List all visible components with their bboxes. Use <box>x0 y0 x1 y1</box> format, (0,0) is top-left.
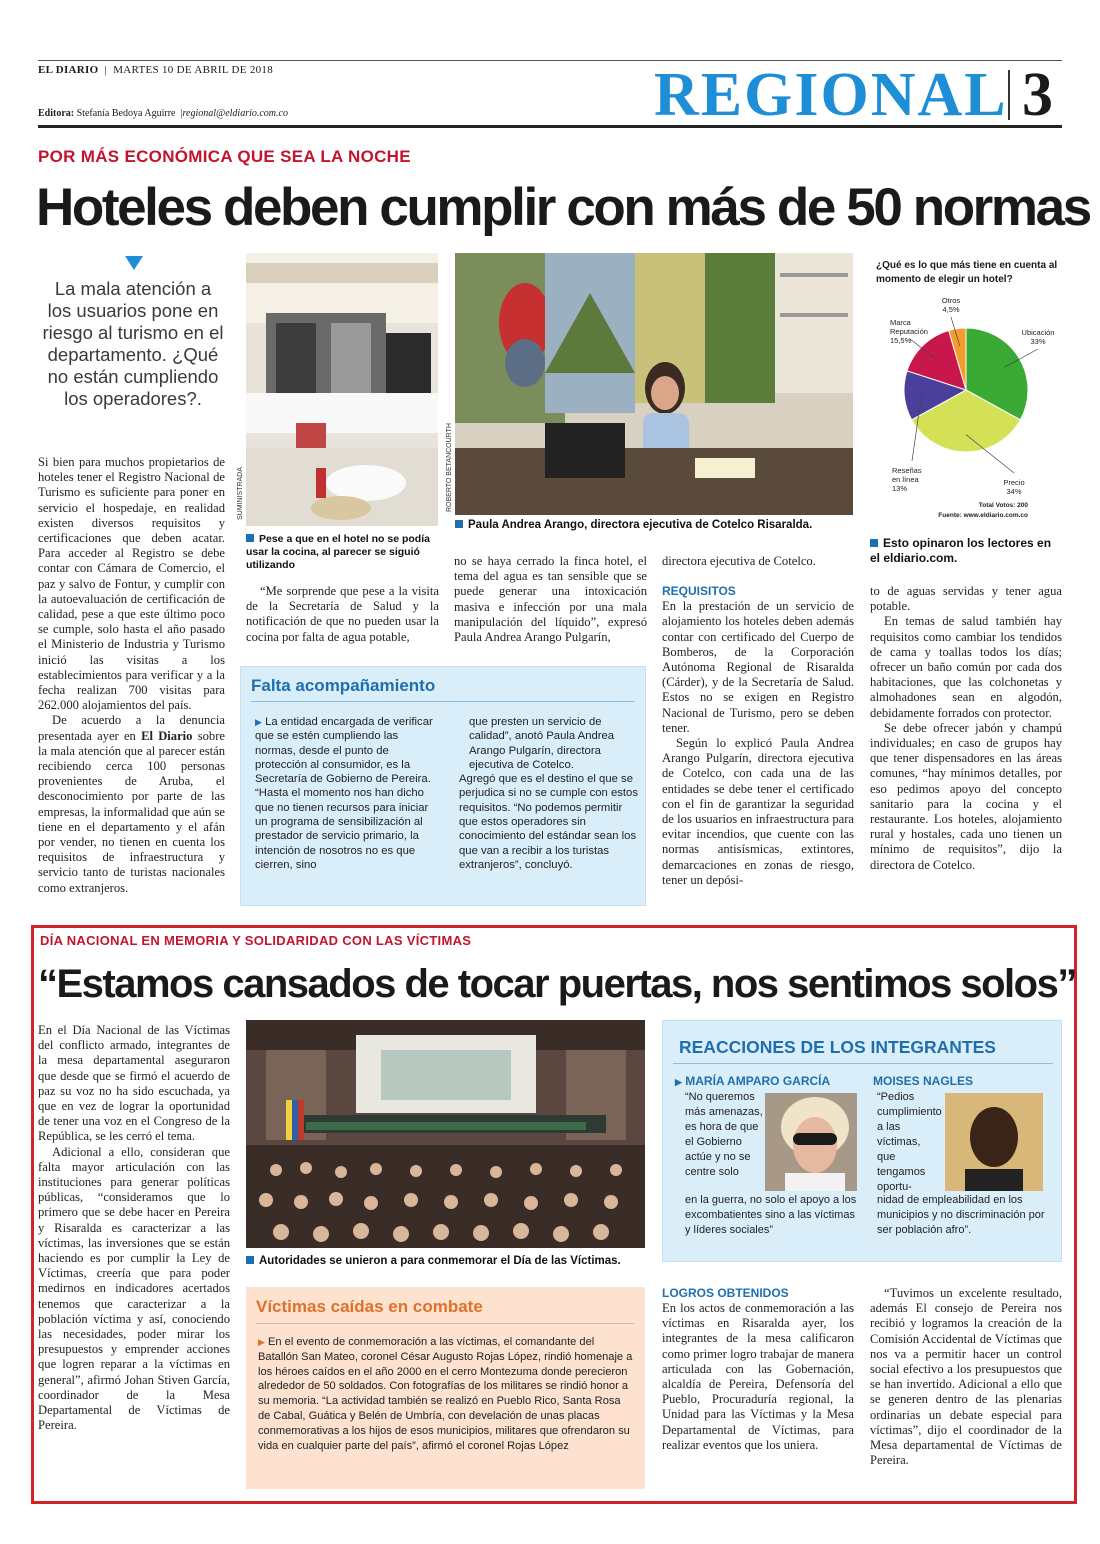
requisitos-subhead: REQUISITOS <box>662 584 736 599</box>
paragraph: “Me sorprende que pese a la visita de la Secretaría de Salud y la notificación de que no pueden usar la cocina por falta de agua potable, <box>246 584 439 644</box>
paragraph: “Tuvimos un excelente resultado, además El consejo de Pereira nos recibió y logramos la creación de la Comisión Accidental de Víctimas que nos va a permitir hacer un control social efectivo a los presupuestos que se han invertido. Adicional a ello que se generen dentro de las plenarias ordinarias un debate especial para víctimas”, dijo el coordinador de la Mesa departamental de Víctimas de Pereira. <box>870 1286 1062 1468</box>
header-rule <box>38 125 1062 128</box>
falta-box-col2: que presten un servicio de calidad”, anotó Paula Andrea Arango Pulgarín, directora ejecutiva de Cotelco. Agregó que es el destino el que se perjudica si no se cumple con estos requisitos. “No podemos permitir que estos operadores sin conocimiento del estándar sean los que van a recibir a los turistas extranjeros”, concluyó. <box>459 716 638 871</box>
chart-total: Total Votos: 200 <box>978 502 1028 509</box>
pie-category-label: Ubicación <box>1021 328 1055 337</box>
director-photo <box>455 253 853 515</box>
editor-email: regional@eldiario.com.co <box>182 108 288 119</box>
article2-headline: “Estamos cansados de tocar puertas, nos sentimos solos” <box>38 962 1076 1006</box>
paragraph: En el Día Nacional de las Víctimas del conflicto armado, integrantes de la mesa departamental aseguraron que desde que se firmó el acuerdo de paz su voz no ha sido escuchada, ya que en vez de lograr la oportunidad de tener una voz en el Congreso de la República, se les cerró el tema. <box>38 1023 230 1144</box>
victimas-box-text: ▶ En el evento de conmemoración a las víctimas, el comandante del Batallón San Mateo, coronel César Augusto Rojas López, rindió homenaje a los héroes caídos en el año 2000 en el cerro Montezuma donde perecieron alrededor de 50 soldados. Con fotografías de los militares se rindió honor a su memoria. “La actividad también se realizó en Pueblo Rico, Santa Rosa de Cabal, Guática y Belén de Umbría, con develación de unas placas conmemorativas a los hijos de esos municipios, militares que ofrendaron su vida en cualquier parte del país”, afirmó el coronel Rojas López <box>258 1336 633 1452</box>
auditorium-illustration <box>246 1020 645 1248</box>
caption-square-icon <box>246 1256 254 1264</box>
article1-col4 <box>662 554 854 888</box>
article1-col1 <box>38 455 225 896</box>
pie-chart <box>868 295 1064 530</box>
victimas-box <box>246 1287 645 1489</box>
kitchen-illustration <box>246 253 438 526</box>
photo1-credit: SUMINISTRADA <box>237 467 244 520</box>
photo2-credit: ROBERTO BETANCOURTH <box>446 423 453 512</box>
reactions-title: REACCIONES DE LOS INTEGRANTES <box>679 1037 996 1057</box>
caption-square-icon <box>455 520 463 528</box>
falta-box <box>240 666 646 906</box>
paragraph: De acuerdo a la denuncia presentada ayer en El Diario sobre la mala atención que al parecer están recibiendo cerca 100 personas provenientes de Aruba, el desconocimiento por parte de las empresas, la informalidad que aún se tiene en el departamento y el afán por vender, no tienen en cuenta los requisitos de infraestructura y servicio tanto de turistas nacionales como extranjeros. <box>38 713 225 895</box>
paragraph: Se debe ofrecer jabón y champú individuales; en caso de grupos hay que tener dispensadores en las áreas comunes, “hay mínimos detalles, por eso pedimos apoyo del concepto sanitario para la cocina y el restaurante. Los hoteles, alojamiento rural y hostales, cada uno tienen un mínimo de requisitos”, dijo la directora de Cotelco. <box>870 720 1062 872</box>
reactions-box <box>662 1020 1062 1262</box>
article2-kicker: DÍA NACIONAL EN MEMORIA Y SOLIDARIDAD CON LAS VÍCTIMAS <box>40 933 472 948</box>
paragraph: to de aguas servidas y tener agua potable. <box>870 584 1062 614</box>
masthead-line: EL DIARIO | MARTES 10 DE ABRIL DE 2018 <box>38 64 274 76</box>
bullet-triangle-icon: ▶ <box>255 717 262 727</box>
page-number: 3 <box>1022 61 1053 129</box>
article2-col3 <box>662 1301 854 1453</box>
article2-col1 <box>38 1023 230 1433</box>
paper-name: EL DIARIO <box>38 64 99 76</box>
reaction2-portrait <box>945 1093 1043 1191</box>
paragraph: En los actos de conmemoración a las víctimas en Risaralda ayer, los integrantes de la mesa calificaron como primer logro trabajar de manera articulada con las Gobernación, alcaldía de Pereira, Defensoría del Pueblo, Procuraduría regional, la Unidad para las Víctimas y la Mesa Departamental de Víctimas, para realizar eventos que los uniera. <box>662 1301 854 1452</box>
pie-category-label: en línea <box>892 475 919 484</box>
article1-headline: Hoteles deben cumplir con más de 50 normas <box>36 178 1090 237</box>
article1-col3 <box>454 554 647 645</box>
article1-lead: La mala atención a los usuarios pone en riesgo al turismo en el departamento. ¿Qué no están cumpliendo los operadores?. <box>42 278 224 409</box>
paragraph: no se haya cerrado la finca hotel, el tema del agua es tan sensible que se puede generar una intoxicación masiva e infección por una mala manipulación del líquido”, expresó Paula Andrea Arango Pulgarín, <box>454 554 647 645</box>
pie-category-label: Precio <box>1003 478 1025 487</box>
article1-kicker: POR MÁS ECONÓMICA QUE SEA LA NOCHE <box>38 147 411 166</box>
chart-caption: Esto opinaron los lectores en el eldiario.com. <box>870 536 1052 565</box>
kitchen-photo <box>246 253 438 526</box>
paragraph: En la prestación de un servicio de alojamiento los hoteles deben además contar con certificado del Cuerpo de Bomberos, de la Corporación Autónoma Regional de Risaralda (Cárder), y de la Secretaría de Salud. Estos no se exigen en Registro Nacional de Turismo, pero se deben tener. <box>662 599 854 735</box>
photo2-caption: Paula Andrea Arango, directora ejecutiva de Cotelco Risaralda. <box>455 518 855 532</box>
lead-arrow-icon <box>125 256 143 270</box>
photo3-credit: CORTESÍA <box>254 1204 261 1240</box>
reaction2-quote-bottom: nidad de empleabilidad en los municipios y no discriminación por ser población afro”. <box>877 1194 1045 1236</box>
reaction2-name: MOISES NAGLES <box>873 1074 974 1088</box>
paragraph: directora ejecutiva de Cotelco. <box>662 554 816 568</box>
pie-category-label: Marca <box>890 318 911 327</box>
reaction1-quote-bottom: en la guerra, no solo el apoyo a los excombatientes sino a las víctimas y líderes sociales” <box>685 1194 857 1236</box>
paragraph: Según lo explicó Paula Andrea Arango Pulgarín, directora ejecutiva de Cotelco, con cada una de las entidades se debe tener el certificado con el fin de garantizar la seguridad de los usuarios en infraestructura para evitar incendios, que cuente con las normas antisísmicas, extintores, demarcaciones en zonas de riesgo, tener un depósi- <box>662 736 854 887</box>
pie-value-label: 4,5% <box>942 305 960 314</box>
photo1-caption: Pese a que en el hotel no se podía usar la cocina, al parecer se siguió utilizando <box>246 533 430 571</box>
paragraph: En temas de salud también hay requisitos como cambiar los tendidos de cama y toallas todos los días; ofrecer un baño común por cada dos habitaciones, que las colchonetas y almohadones sean en algodón, debidamente forrados con protector. <box>870 614 1062 720</box>
caption-square-icon <box>246 534 254 542</box>
auditorium-photo <box>246 1020 645 1248</box>
editor-label: Editora: <box>38 108 75 119</box>
reactions-rule <box>673 1063 1053 1064</box>
pie-value-label: 33% <box>1030 337 1046 346</box>
editor-line: Editora: Stefanía Bedoya Aguirre |regional@eldiario.com.co <box>38 108 288 119</box>
office-illustration <box>455 253 853 515</box>
section-divider <box>1008 70 1010 120</box>
pie-category-label: Reputación <box>890 327 928 336</box>
falta-box-title: Falta acompañamiento <box>251 676 436 695</box>
woman-portrait-illustration <box>765 1093 857 1191</box>
reaction1-name: ▶ MARÍA AMPARO GARCÍA <box>675 1074 831 1088</box>
pie-category-label: Reseñas <box>892 466 922 475</box>
victimas-box-rule <box>256 1323 634 1324</box>
section-title: REGIONAL <box>654 61 1008 129</box>
caption-square-icon <box>870 539 878 547</box>
bullet-triangle-icon: ▶ <box>258 1337 265 1347</box>
reaction1-portrait <box>765 1093 857 1191</box>
reaction2-quote-top: “Pedios cumplimiento a las víctimas, que tengamos oportu- <box>877 1091 942 1193</box>
pie-value-label: 13% <box>892 484 908 493</box>
falta-box-rule <box>251 701 635 702</box>
article2-col4 <box>870 1286 1062 1468</box>
victimas-box-title: Víctimas caídas en combate <box>256 1297 483 1316</box>
pie-value-label: 15,5% <box>890 336 912 345</box>
article1-col5 <box>870 584 1062 873</box>
pie-value-label: 34% <box>1006 487 1022 496</box>
issue-date: MARTES 10 DE ABRIL DE 2018 <box>113 64 274 76</box>
paragraph: Adicional a ello, consideran que falta mayor articulación con las instituciones para generar políticas públicas, “consideramos que lo primero que se debe hacer en Pereira y Risaralda es caracterizar a las víctimas, las inversiones que se están haciendo es por cumplir la Ley de Víctimas, creería que para poder medirnos en indicadores acertados tenemos que caracterizar a la población víctima y así, conociendo las necesidades, poder mirar los presupuestos y emprender acciones que logren reparar a la víctimas en general”, afirmó Johan Stiven García, coordinador de la Mesa Departamental de Víctimas de Pereira. <box>38 1144 230 1433</box>
logros-subhead: LOGROS OBTENIDOS <box>662 1286 789 1300</box>
paragraph: Si bien para muchos propietarios de hoteles tener el Registro Nacional de Turismo es suficiente para poner en servicio el hospedaje, en realidad existen diversos requisitos y certificaciones que deben acatar. Para acceder al Registro se debe contar con Cámara de Comercio, el paz y salvo de Fontur, y cumplir con la autoevaluación de certificación de calidad, pese a que este último poco se cumple, solo hasta el año pasado el Ministerio de Industria y Turismo inició las visitas a los establecimientos para verificar y a la fecha realizan 700 visitas para 262.000 alojamientos del país. <box>38 455 225 713</box>
photo3-caption: Autoridades se unieron a para conmemorar el Día de las Víctimas. <box>246 1254 646 1268</box>
pie-category-label: Otros <box>941 296 961 305</box>
editor-name: Stefanía Bedoya Aguirre <box>76 108 176 119</box>
chart-source: Fuente: www.eldiario.com.co <box>938 512 1028 519</box>
reaction1-quote-top: “No queremos más amenazas, es hora de que el Gobierno actúe y no se centre solo <box>685 1091 763 1178</box>
article1-col2 <box>246 584 439 645</box>
man-portrait-illustration <box>945 1093 1043 1191</box>
bullet-triangle-icon: ▶ <box>675 1077 682 1087</box>
falta-box-col1: ▶ La entidad encargada de verificar que se estén cumpliendo las normas, desde el punto de protección al consumidor, es la Secretaría de Gobierno de Pereira. “Hasta el momento nos han dicho que no tienen recursos para iniciar un programa de sensibilización al prestador de servicio primario, la intención de nosotros no es que cierren, sino <box>255 716 433 871</box>
chart-title: ¿Qué es lo que más tiene en cuenta al momento de elegir un hotel? <box>876 260 1058 285</box>
